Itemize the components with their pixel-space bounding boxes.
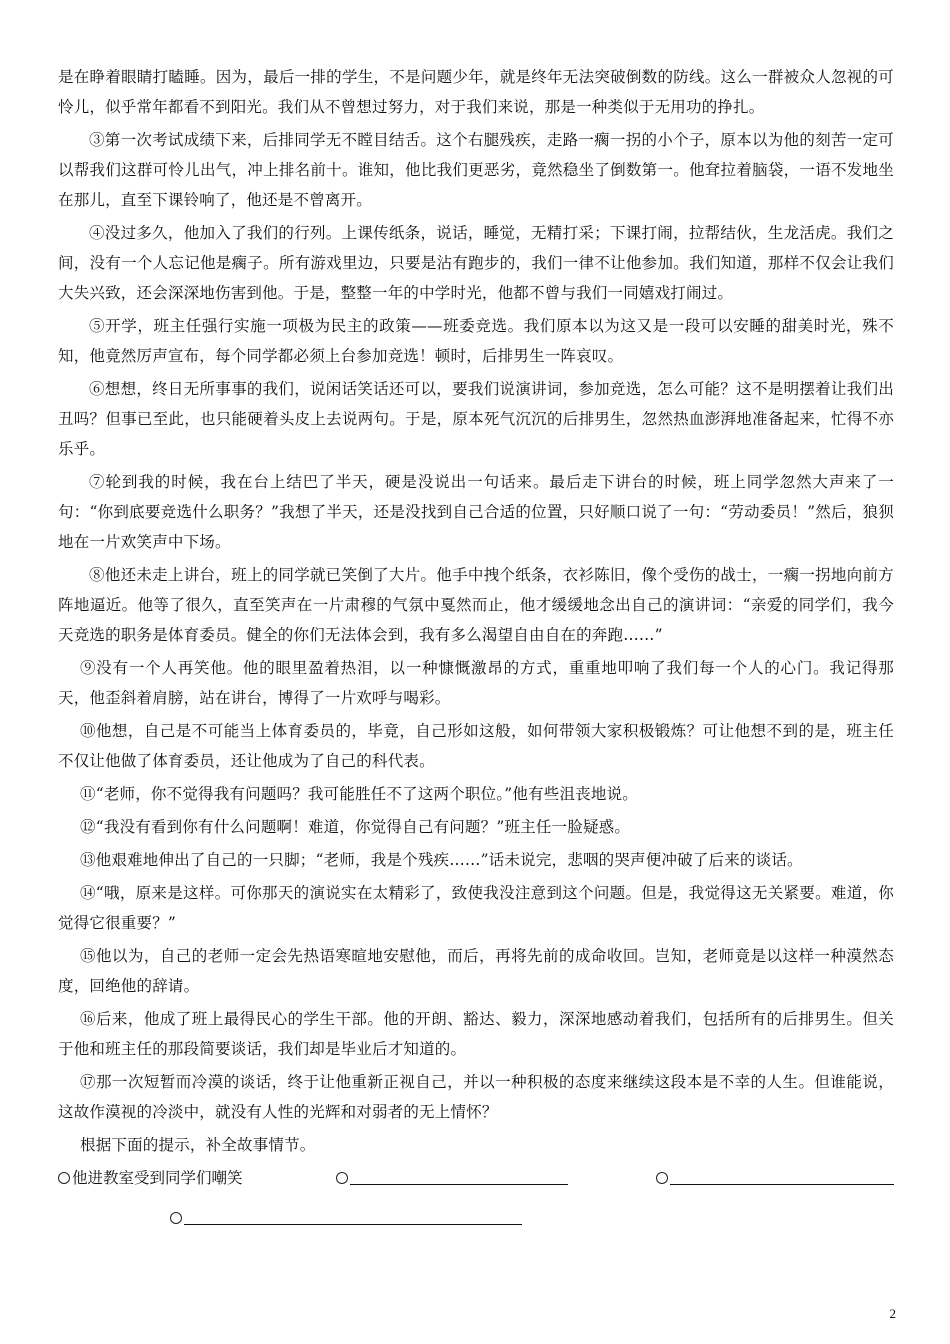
paragraph: ⑧他还未走上讲台，班上的同学就已笑倒了大片。他手中拽个纸条，衣衫陈旧，像个受伤的战士，一瘸一拐地向前方阵地逼近。他等了很久，直至笑声在一片肃穆的气氛中戛然而止，他才缓缓地念出自己的演讲词：“亲爱的同学们，我今天竞选的职务是体育委员。健全的你们无法体会到，我有多么渴望自由自在的奔跑……” — [58, 566, 894, 644]
paragraph: ⑨没有一个人再笑他。他的眼里盈着热泪，以一种慷慨激昂的方式，重重地叩响了我们每一个人的心门。我记得那天，他歪斜着肩膀，站在讲台，博得了一片欢呼与喝彩。 — [58, 659, 894, 707]
paragraph: ⑬他艰难地伸出了自己的一只脚；“老师，我是个残疾……”话未说完，悲咽的哭声便冲破了后来的谈话。 — [80, 851, 803, 869]
task-row-1 — [58, 1163, 894, 1193]
paragraph: ⑪“老师，你不觉得我有问题吗？我可能胜任不了这两个职位。”他有些沮丧地说。 — [80, 785, 639, 803]
paragraph: ⑦轮到我的时候，我在台上结巴了半天，硬是没说出一句话来。最后走下讲台的时候，班上同学忽然大声来了一句：“你到底要竞选什么职务？”我想了半天，还是没找到自己合适的位置，只好顺口说了一句：“劳动委员！”然后，狼狈地在一片欢笑声中下场。 — [58, 473, 894, 551]
paragraph: ⑤开学，班主任强行实施一项极为民主的政策——班委竞选。我们原本以为这又是一段可以安睡的甜美时光，殊不知，他竟然厉声宣布，每个同学都必须上台参加竞选！顿时，后排男生一阵哀叹。 — [58, 317, 894, 365]
circle-marker-icon — [656, 1172, 668, 1184]
answer-line[interactable] — [350, 1168, 568, 1185]
paragraph: ⑭“哦，原来是这样。可你那天的演说实在太精彩了，致使我没注意到这个问题。但是，我觉得这无关紧要。难道，你觉得它很重要？” — [58, 884, 894, 932]
answer-line[interactable] — [184, 1208, 522, 1225]
task-item-1-text: 他进教室受到同学们嘲笑 — [72, 1169, 243, 1187]
answer-line[interactable] — [670, 1168, 894, 1185]
task-blank-3[interactable] — [656, 1163, 894, 1193]
paragraph: ⑯后来，他成了班上最得民心的学生干部。他的开朗、豁达、毅力，深深地感动着我们，包括所有的后排男生。但关于他和班主任的那段简要谈话，我们却是毕业后才知道的。 — [58, 1010, 894, 1058]
document-body — [58, 62, 894, 1233]
paragraph: ③第一次考试成绩下来，后排同学无不瞠目结舌。这个右腿残疾，走路一瘸一拐的小个子，原本以为他的刻苦一定可以帮我们这群可怜儿出气，冲上排名前十。谁知，他比我们更恶劣，竟然稳坐了倒数第一。他耷拉着脑袋，一语不发地坐在那儿，直至下课铃响了，他还是不曾离开。 — [58, 131, 894, 209]
task-row-2 — [58, 1203, 894, 1233]
circle-marker-icon — [170, 1212, 182, 1224]
task-item-1 — [58, 1163, 243, 1193]
task-prompt: 根据下面的提示，补全故事情节。 — [80, 1136, 316, 1154]
paragraph: 是在睁着眼睛打瞌睡。因为，最后一排的学生，不是问题少年，就是终年无法突破倒数的防线。这么一群被众人忽视的可怜儿，似乎常年都看不到阳光。我们从不曾想过努力，对于我们来说，那是一种类似于无用功的挣扎。 — [58, 68, 894, 116]
page-number: 2 — [889, 1306, 896, 1321]
task-blank-2[interactable] — [336, 1163, 568, 1193]
task-blank-4[interactable] — [170, 1203, 522, 1233]
paragraph: ⑫“我没有看到你有什么问题啊！难道，你觉得自己有问题？”班主任一脸疑惑。 — [80, 818, 631, 836]
paragraph: ⑰那一次短暂而冷漠的谈话，终于让他重新正视自己，并以一种积极的态度来继续这段本是不幸的人生。但谁能说，这故作漠视的冷淡中，就没有人性的光辉和对弱者的无上情怀？ — [58, 1073, 894, 1121]
paragraph: ⑩他想，自己是不可能当上体育委员的，毕竟，自己形如这般，如何带领大家积极锻炼？可让他想不到的是，班主任不仅让他做了体育委员，还让他成为了自己的科代表。 — [58, 722, 894, 770]
paragraph-list — [58, 62, 894, 1127]
paragraph: ⑥想想，终日无所事事的我们，说闲话笑话还可以，要我们说演讲词，参加竞选，怎么可能？这不是明摆着让我们出丑吗？但事已至此，也只能硬着头皮上去说两句。于是，原本死气沉沉的后排男生，忽然热血澎湃地准备起来，忙得不亦乐乎。 — [58, 380, 894, 458]
paragraph: ④没过多久，他加入了我们的行列。上课传纸条，说话，睡觉，无精打采；下课打闹，拉帮结伙，生龙活虎。我们之间，没有一个人忘记他是瘸子。所有游戏里边，只要是沾有跑步的，我们一律不让他参加。我们知道，那样不仅会让我们大失兴致，还会深深地伤害到他。于是，整整一年的中学时光，他都不曾与我们一同嬉戏打闹过。 — [58, 224, 894, 302]
paragraph: ⑮他以为，自己的老师一定会先热语寒暄地安慰他，而后，再将先前的成命收回。岂知，老师竟是以这样一种漠然态度，回绝他的辞请。 — [58, 947, 894, 995]
circle-marker-icon — [58, 1172, 70, 1184]
circle-marker-icon — [336, 1172, 348, 1184]
